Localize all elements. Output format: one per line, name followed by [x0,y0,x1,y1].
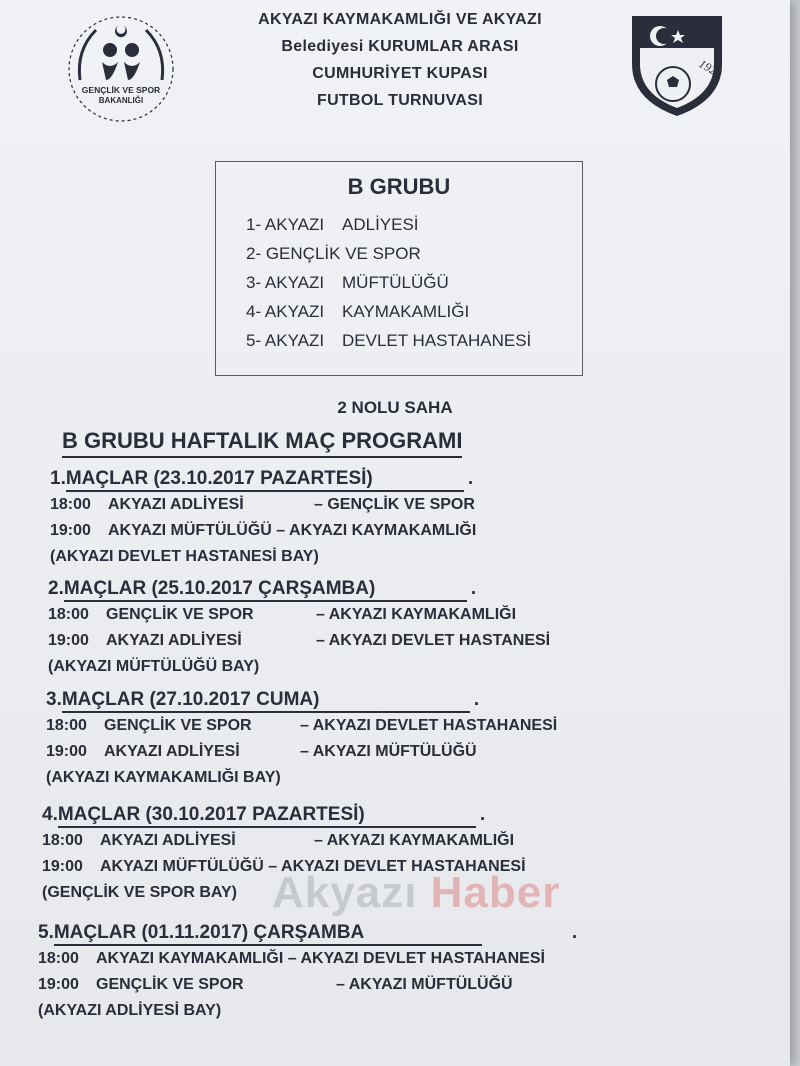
match-home: GENÇLİK VE SPOR [106,606,254,623]
day-number: 2. [48,578,64,599]
match-row [46,713,557,739]
match-away: – AKYAZI DEVLET HASTAHANESİ [300,717,558,734]
day-dot: . [470,578,477,599]
team-row-2 [246,239,531,268]
group-box [215,161,583,376]
match-home: AKYAZI ADLİYESİ [104,743,240,760]
day-label: MAÇLAR (25.10.2017 ÇARŞAMBA) [64,578,467,602]
watermark-part-1: Akyazı [272,868,418,917]
match-time: 18:00 [46,717,87,734]
match-row [46,739,557,765]
match-row [42,828,526,854]
match-row [38,946,577,972]
title-line-4: FUTBOL TURNUVASI [317,92,483,109]
day-label: MAÇLAR (01.11.2017) ÇARŞAMBA [54,922,482,946]
match-row [50,492,476,518]
match-time: 19:00 [46,743,87,760]
watermark [272,868,560,918]
federation-logo [618,4,736,122]
match-home: GENÇLİK VE SPOR [104,717,252,734]
match-away: – AKYAZI KAYMAKAMLIĞI [314,832,515,849]
title-line-2: Belediyesi KURUMLAR ARASI [281,38,519,55]
bye-team: (AKYAZI KAYMAKAMLIĞI BAY) [46,769,281,786]
match-away: – AKYAZI MÜFTÜLÜĞÜ [336,976,513,993]
match-time: 19:00 [42,858,83,875]
match-time: 18:00 [48,606,89,623]
match-away: – AKYAZI DEVLET HASTAHANESİ [287,950,545,967]
match-time: 19:00 [50,522,91,539]
match-row [48,602,550,628]
bye-team: (AKYAZI DEVLET HASTANESİ BAY) [50,548,319,565]
bye-team: (GENÇLİK VE SPOR BAY) [42,884,237,901]
match-home: AKYAZI MÜFTÜLÜĞÜ [100,858,264,875]
day-number: 1. [50,468,66,489]
day-number: 3. [46,689,62,710]
day-dot: . [473,689,480,710]
match-away: – GENÇLİK VE SPOR [314,496,475,513]
match-time: 18:00 [42,832,83,849]
match-day-2 [48,578,550,679]
day-dot: . [571,922,578,943]
day-dot: . [467,468,474,489]
day-label: MAÇLAR (23.10.2017 PAZARTESİ) [66,468,464,492]
match-home: AKYAZI MÜFTÜLÜĞÜ [108,522,272,539]
day-dot: . [479,804,486,825]
match-away: – AKYAZI KAYMAKAMLIĞI [276,522,477,539]
match-time: 19:00 [38,976,79,993]
logo-left-line1: GENÇLİK VE SPOR [81,85,161,95]
match-away: – AKYAZI DEVLET HASTAHANESİ [268,858,526,875]
logo-left-line2: BAKANLIĞI [98,96,144,105]
match-row [50,518,476,544]
team-prefix: 4- AKYAZI [246,302,325,321]
title-line-3: CUMHURİYET KUPASI [312,65,488,82]
day-label: MAÇLAR (30.10.2017 PAZARTESİ) [58,804,476,828]
match-time: 18:00 [50,496,91,513]
team-row-4 [246,297,531,326]
match-time: 19:00 [48,632,89,649]
match-home: AKYAZI ADLİYESİ [108,496,244,513]
team-row-3 [246,268,531,297]
match-home: AKYAZI ADLİYESİ [106,632,242,649]
match-row [48,628,550,654]
team-prefix: 3- AKYAZI [246,273,325,292]
match-time: 18:00 [38,950,79,967]
match-away: – AKYAZI KAYMAKAMLIĞI [316,606,517,623]
match-day-5 [38,922,577,1023]
team-name: MÜFTÜLÜĞÜ [342,273,449,292]
match-away: – AKYAZI DEVLET HASTANESİ [316,632,551,649]
match-home: AKYAZI KAYMAKAMLIĞI [96,950,284,967]
team-prefix: 5- AKYAZI [246,331,325,350]
team-name: ADLİYESİ [342,215,419,234]
group-title: B GRUBU [347,174,451,199]
match-home: GENÇLİK VE SPOR [96,976,244,993]
team-name: KAYMAKAMLIĞI [342,302,470,321]
team-list [246,210,531,355]
day-number: 5. [38,922,54,943]
bye-team: (AKYAZI MÜFTÜLÜĞÜ BAY) [48,658,260,675]
bye-team: (AKYAZI ADLİYESİ BAY) [38,1002,222,1019]
match-away: – AKYAZI MÜFTÜLÜĞÜ [300,743,477,760]
field-label: 2 NOLU SAHA [337,398,453,417]
tournament-title [215,6,585,114]
day-label: MAÇLAR (27.10.2017 CUMA) [62,689,470,713]
ministry-logo [62,10,180,128]
team-row-5 [246,326,531,355]
team-row-1 [246,210,531,239]
day-number: 4. [42,804,58,825]
logo-right-year: 1923 [696,56,725,81]
match-home: AKYAZI ADLİYESİ [100,832,236,849]
team-name: DEVLET HASTAHANESİ [342,331,532,350]
match-row [38,972,577,998]
team-prefix: 1- AKYAZI [246,215,325,234]
match-day-3 [46,689,557,790]
team-prefix: 2- GENÇLİK VE SPOR [246,244,421,263]
title-line-1: AKYAZI KAYMAKAMLIĞI VE AKYAZI [258,11,542,28]
program-title: B GRUBU HAFTALIK MAÇ PROGRAMI [62,428,462,458]
watermark-part-2: Haber [430,868,561,917]
match-day-1 [50,468,476,569]
